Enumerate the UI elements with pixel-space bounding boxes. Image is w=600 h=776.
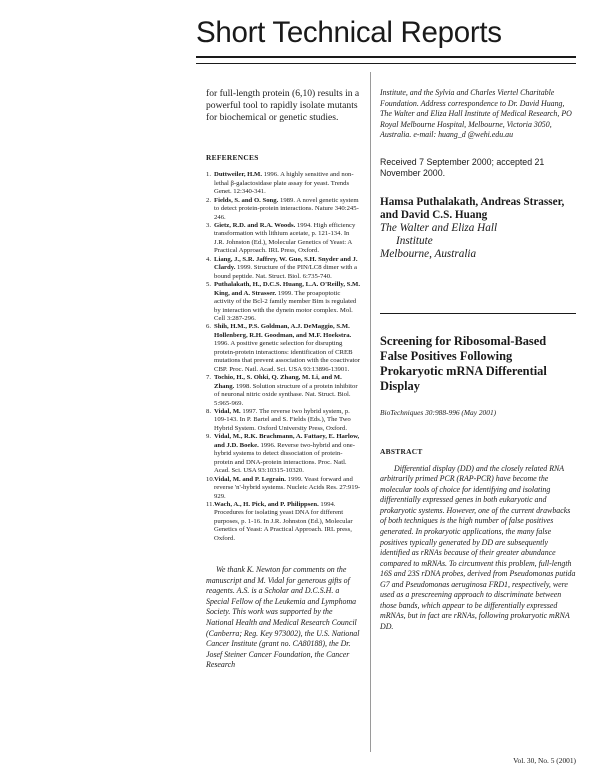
reference-authors: Gietz, R.D. and R.A. Woods.	[214, 222, 296, 229]
reference-details: 1996. A positive genetic selection for disrupting protein-protein interactions: identification of CREB mutations that prevent association with the coactivator CBP. Proc. Natl. Acad. Sci. USA 93:13896-13901.	[214, 340, 360, 373]
references-heading: REFERENCES	[206, 153, 259, 163]
header-rule-thick	[196, 56, 576, 58]
reference-details: 1999. Yeast forward and reverse 'n'-hybrid systems. Nucleic Acids Res. 27:919-929.	[214, 475, 361, 500]
intro-paragraph: for full-length protein (6,10) results in a powerful tool to rapidly isolate mutants for biochemical or genetic studies.	[206, 88, 360, 124]
reference-authors: Liang, J., S.R. Jaffrey, W. Guo, S.H. Snyder and J. Clardy.	[214, 255, 358, 272]
institution-location: Melbourne, Australia	[380, 247, 477, 260]
reference-details: 1999. Structure of the PIN/LC8 dimer with a bound peptide. Nat. Struct. Biol. 6:735-740.	[214, 264, 358, 280]
reference-authors: Puthalakath, H., D.C.S. Huang, L.A. O'Reilly, S.M. King, and A. Strasser.	[214, 281, 361, 297]
reference-item	[206, 374, 361, 408]
reference-number: 10.	[206, 475, 215, 483]
reference-item	[206, 197, 361, 222]
reference-number: 5.	[206, 281, 212, 289]
reference-authors: Tochio, H., S. Ohki, Q. Zhang, M. Li, and M. Zhang.	[214, 374, 342, 390]
reference-details: 1994. High efficiency transformation with lithium acetate, p. 121-134. In J.R. Johnston (Ed.), Molecular Genetics of Yeast: A Practical Approach. IRL Press, Oxford.	[214, 222, 356, 255]
reference-authors: Shih, H.M., P.S. Goldman, A.J. DeMaggio, S.M. Hollenberg, R.H. Goodman, and M.F. Hoekstra.	[214, 323, 352, 339]
reference-number: 7.	[206, 374, 212, 382]
left-column	[206, 88, 361, 679]
reference-item	[206, 501, 361, 543]
received-date: Received 7 September 2000; accepted 21 November 2000.	[380, 156, 545, 178]
reference-number: 3.	[206, 222, 212, 229]
reference-details: 1999. The proapoptotic activity of the Bcl-2 family member Bim is regulated by interaction with the dynein motor complex. Mol. Cell 3:287-296.	[214, 289, 357, 322]
page-footer: Vol. 30, No. 5 (2001)	[513, 756, 576, 765]
header-rule-thin	[196, 63, 576, 64]
reference-details: 1994. Procedures for isolating yeast DNA for different purposes, p. 1-16. In J.R. Johnston (Ed.), Molecular Genetics of Yeast: A Practical Approach. IRL press, Oxford.	[214, 500, 353, 542]
references-list	[206, 171, 361, 543]
reference-details: 1998. Solution structure of a protein inhibitor of neuronal nitric oxide synthase. Nat. Struct. Biol. 5:965-969.	[214, 382, 358, 407]
running-header	[196, 18, 576, 48]
reference-number: 2.	[206, 196, 212, 204]
reference-item	[206, 408, 361, 433]
reference-authors: Vidal, M. and P. Legrain.	[214, 475, 286, 483]
article-authors: Hamsa Puthalakath, Andreas Strasser, and David C.S. Huang	[380, 195, 565, 221]
institution-line: Institute	[396, 234, 433, 247]
reference-details: 1996. A highly sensitive and non-lethal β-galactosidase plate assay for yeast. Trends Genet. 12:340-341.	[214, 171, 354, 196]
reference-details: 1996. Reverse two-hybrid and one-hybrid systems to detect dissociation of protein-protein and DNA-protein interactions. Proc. Natl. Acad. Sci. USA 93:10315-10320.	[214, 441, 355, 475]
reference-authors: Vidal, M., R.K. Brachmann, A. Fattaey, E. Harlow, and J.D. Boeke.	[214, 433, 360, 449]
reference-item	[206, 222, 361, 256]
article-title: Screening for Ribosomal-Based False Positives Following Prokaryotic mRNA Differential Display	[380, 333, 547, 393]
reference-item	[206, 433, 361, 475]
reference-authors: Vidal, M.	[214, 407, 241, 415]
reference-item	[206, 256, 361, 281]
reference-authors: Fields, S. and O. Song.	[214, 196, 279, 204]
right-column	[380, 88, 576, 640]
institution-line: The Walter and Eliza Hall	[380, 221, 498, 234]
reference-number: 11.	[206, 500, 215, 508]
author-institution	[380, 222, 576, 261]
reference-number: 4.	[206, 255, 212, 263]
reference-item	[206, 323, 361, 374]
reference-number: 8.	[206, 407, 212, 415]
reference-item	[206, 281, 361, 323]
reference-number: 6.	[206, 323, 212, 331]
reference-authors: Duttweiler, H.M.	[214, 171, 263, 179]
reference-number: 9.	[206, 433, 212, 441]
reference-details: 1989. A novel genetic system to detect protein-protein interactions. Nature 340:245-246.	[214, 196, 359, 221]
reference-item	[206, 476, 361, 501]
acknowledgments: We thank K. Newton for comments on the manuscript and M. Vidal for generous gifts of reagents. A.S. is a Scholar and D.C.S.H. a Special Fellow of the Leukemia and Lymphoma Society. This work was supported by the National Health and Medical Research Council (Canberra; Reg. Key 973002), the U.S. National Cancer Institute (grant no. CA80188), the Dr. Josef Steiner Cancer Foundation, the Cancer Research	[206, 565, 360, 670]
article-separator-rule	[380, 313, 576, 314]
section-title: Short Technical Reports	[196, 16, 502, 49]
abstract-text: Differential display (DD) and the closely related RNA arbitrarily primed PCR (RAP-PCR) have become the molecular tools of choice for identifying and isolating differentially expressed genes in both eukaryotic and prokaryotic systems. However, one of the current drawbacks of both techniques is the high number of false positives generated. In prokaryotic applications, the many false positives typically generated by DD are subsequently identified as rRNAs because of their greater abundance compared to mRNAs. To circumvent this problem, full-length 16S and 23S rDNA probes, derived from Pseudomonas putida G7 and Pseudomonas aeruginosa FRD1, respectively, were used as a prescreening approach to discriminate between those bands, which appear to be differentially expressed mRNAs, but in fact are rRNAs, following prokaryotic mRNA DD.	[380, 463, 576, 631]
abstract-heading: ABSTRACT	[380, 446, 423, 456]
article-citation: BioTechniques 30:988-996 (May 2001)	[380, 407, 497, 417]
reference-details: 1997. The reverse two hybrid system, p. 109-143. In P. Bartel and S. Fields (Eds.), The Two Hybrid System. Oxford University Press, Oxford.	[214, 407, 351, 432]
reference-authors: Wach, A., H. Pick, and P. Philippsen.	[214, 500, 319, 508]
reference-item	[206, 171, 361, 196]
column-divider	[370, 72, 371, 752]
affiliation-text: Institute, and the Sylvia and Charles Viertel Charitable Foundation. Address correspondence to Dr. David Huang, The Walter and Eliza Hall Institute of Medical Research, PO Royal Melbourne Hospital, Melbourne, Victoria 3050, Australia. e-mail: huang_d @wehi.edu.au	[380, 88, 572, 140]
reference-number: 1.	[206, 171, 212, 179]
